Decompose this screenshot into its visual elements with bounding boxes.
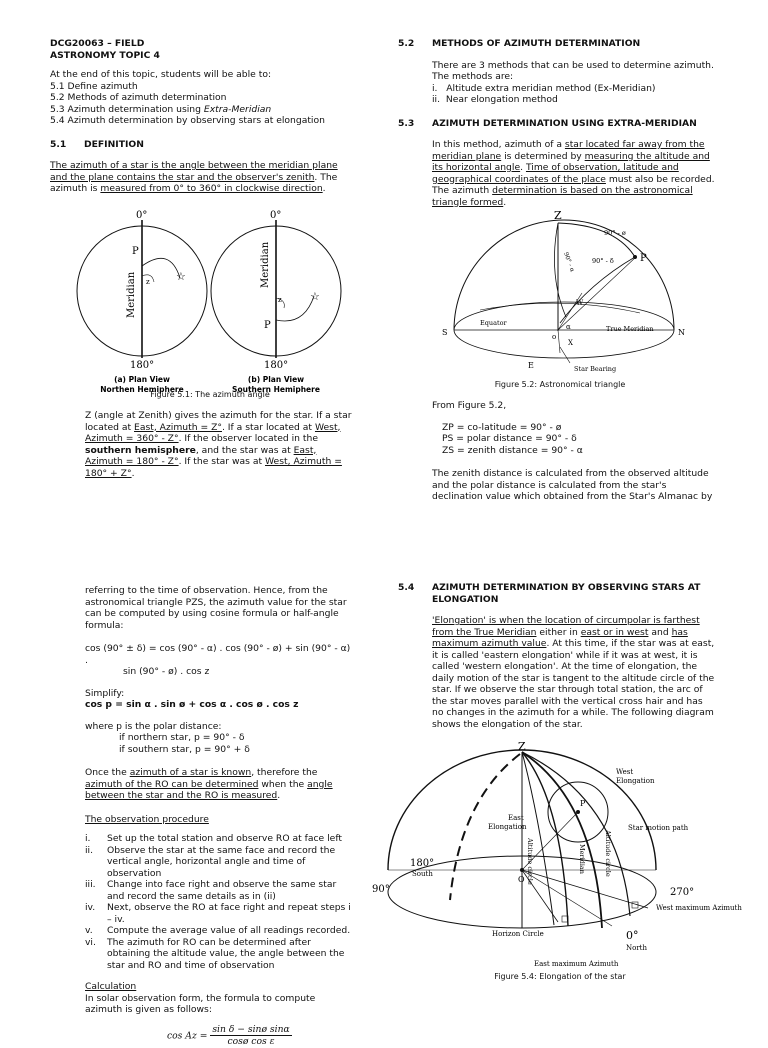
fig54-90-label: 90° xyxy=(372,884,390,895)
fig51a-caption-2: Northen Hemiphere xyxy=(100,385,184,394)
fig52-alpha-label: α xyxy=(566,323,571,331)
fig54-180-label: 180° xyxy=(410,858,435,869)
ps-formula: PS = polar distance = 90° - δ xyxy=(442,433,577,444)
fig52-south-label: S xyxy=(442,328,448,337)
simplify-label: Simplify: xyxy=(85,687,125,699)
calculation-body: In solar observation form, the formula to compute azimuth is given as follows: xyxy=(85,992,316,1015)
fig54-north-label: North xyxy=(626,944,648,952)
outcome-3: 5.3 Azimuth determination using Extra-Meridian xyxy=(50,103,272,115)
zs-formula: ZS = zenith distance = 90° - α xyxy=(442,444,583,456)
fig52-zenith-label: Z xyxy=(554,209,562,222)
fig54-east-max-label: East maximum Azimuth xyxy=(534,960,619,968)
fig51a-caption-1: (a) Plan View xyxy=(114,375,170,384)
procedure-step: i. Set up the total station and observe RO at face left xyxy=(85,833,342,844)
fig51b-pole-label: P xyxy=(264,320,271,331)
fig52-x-label: X xyxy=(568,339,573,347)
astronomical-triangle-diagram xyxy=(440,205,690,375)
section-5-1-heading: 5.1 DEFINITION xyxy=(50,138,144,150)
section-5-4-heading: 5.4 AZIMUTH DETERMINATION BY OBSERVING STARS AT xyxy=(398,582,701,593)
procedure-step: iii. Change into face right and observe the same star and record the same details as in (ii) xyxy=(85,879,337,902)
fig51b-caption-2: Southern Hemiphere xyxy=(232,385,320,394)
figure-5-2 xyxy=(440,205,690,375)
fig54-origin-label: O xyxy=(518,875,525,884)
fig54-west-elongation-2: Elongation xyxy=(616,777,655,785)
procedure-title: The observation procedure xyxy=(85,813,209,825)
fig52-pole-label: P xyxy=(640,253,647,264)
outcome-2: 5.2 Methods of azimuth determination xyxy=(50,92,227,103)
outcome-1: 5.1 Define azimuth xyxy=(50,80,138,92)
fig51b-z-label: z xyxy=(278,296,282,304)
fig54-west-elongation-1: West xyxy=(616,768,634,776)
northern-star-formula: if northern star, p = 90° - δ xyxy=(119,732,245,743)
zp-formula: ZP = co-latitude = 90° - ø xyxy=(442,421,562,433)
fig51a-bottom-label: 180° xyxy=(130,360,155,371)
section-5-4-heading-line-2: ELONGATION xyxy=(432,593,499,605)
fig54-east-elongation-1: East xyxy=(508,814,524,822)
procedure-step: vi. The azimuth for RO can be determined after obtaining the altitude value, the angle between the star and RO and time of observation xyxy=(85,936,345,971)
fig52-equator-label: Equator xyxy=(480,319,507,327)
course-code: DCG20063 – FIELD xyxy=(50,38,145,49)
section-5-2-heading: 5.2 METHODS OF AZIMUTH DETERMINATION xyxy=(398,38,641,49)
fig52-polar-distance-label: 90° - δ xyxy=(592,257,614,265)
right-column-top xyxy=(398,38,716,208)
fig51a-meridian-label: Meridian xyxy=(126,271,137,318)
star-elongation-diagram xyxy=(372,740,742,970)
svg-text:☆: ☆ xyxy=(176,270,186,283)
fig51b-bottom-label: 180° xyxy=(264,360,289,371)
figure-5-1 xyxy=(70,208,350,403)
fig54-altitude-circle-1: Altitude circle xyxy=(526,838,534,885)
fig54-east-elongation-2: Elongation xyxy=(488,823,527,831)
fig51b-caption-1: (b) Plan View xyxy=(247,375,305,384)
fig54-south-label: South xyxy=(412,870,433,878)
right-column-bottom xyxy=(398,582,716,730)
procedure-steps xyxy=(85,833,355,971)
fig54-270-label: 270° xyxy=(670,887,695,898)
cosine-formula-line-2: sin (90° - ø) . cos z xyxy=(123,666,210,677)
once-azimuth-paragraph: Once the azimuth of a star is known, therefore the azimuth of the RO can be determined when the angle between the star and the RO is measured. xyxy=(85,767,333,801)
left-column-top xyxy=(50,38,350,195)
procedure-step: iv. Next, observe the RO at face right and repeat steps i – iv. xyxy=(85,902,351,925)
simplified-formula: cos p = sin α . sin ø + cos α . cos ø . cos z xyxy=(85,699,299,710)
fig54-meridian-label: Meridian xyxy=(578,844,586,874)
triangle-formulas xyxy=(432,400,716,503)
fig54-0-label: 0° xyxy=(626,929,639,942)
left-column-bottom xyxy=(85,585,355,1048)
fig52-origin-label: o xyxy=(552,333,557,341)
svg-text:☆: ☆ xyxy=(310,290,320,303)
fig51b-top-label: 0° xyxy=(270,210,282,221)
zenith-distance-paragraph: The zenith distance is calculated from the observed altitude and the polar distance is calculated from the star's declination value which obtained from the Star's Almanac by xyxy=(432,468,713,502)
figure-5-4 xyxy=(372,740,742,970)
continuation-paragraph: referring to the time of observation. Hence, from the astronomical triangle PZS, the azimuth value for the star can be computed by using cosine formula or half-angle formula: xyxy=(85,585,347,631)
zenith-azimuth-paragraph: Z (angle at Zenith) gives the azimuth for the star. If a star located at East, Azimuth = Z°. If a star located at West, Azimuth = 360° - Z°. If the observer located in the southern hemisphere, and the star was at East, Azimuth = 180° - Z°. If the star was at West, Azimuth = 180° + Z°. xyxy=(85,410,352,479)
fig52-west-label: W xyxy=(576,299,584,307)
from-figure-text: From Figure 5.2, xyxy=(432,400,507,411)
extra-meridian-paragraph: In this method, azimuth of a star located far away from the meridian plane is determined by measuring the altitude and its horizontal angle. Time of observation, latitude and geographical coordinates of the place must also be recorded. The azimuth determination is based on the astronomical triangle formed. xyxy=(432,139,715,208)
azimuth-plan-view-diagram xyxy=(70,208,350,403)
topic-title: ASTRONOMY TOPIC 4 xyxy=(50,49,160,61)
outcome-4: 5.4 Azimuth determination by observing stars at elongation xyxy=(50,115,325,126)
procedure-step: ii. Observe the star at the same face and record the vertical angle, horizontal angle and time of observation xyxy=(85,844,336,879)
elongation-paragraph: 'Elongation' is when the location of circumpolar is farthest from the True Meridian either in east or in west and has maximum azimuth value. At this time, if the star was at east, it is called 'eastern elongation' while if it was at west, it is called 'western elongation'. At the time of elongation, the daily motion of the star is tangent to the altitude circle of the star. If we observe the star through total station, the arc of the star moves parallel with the vertical cross hair and has no changes in the azimuth for a while. The following diagram shows the elongation of the star. xyxy=(432,615,715,730)
fig54-horizon-label: Horizon Circle xyxy=(492,930,544,938)
fig54-west-max-label: West maximum Azimuth xyxy=(656,904,742,912)
fig52-north-label: N xyxy=(678,328,685,337)
intro-text: At the end of this topic, students will be able to: xyxy=(50,69,272,80)
calculation-title: Calculation xyxy=(85,981,137,992)
where-text: where p is the polar distance: xyxy=(85,720,222,732)
fig54-pole-label: P xyxy=(580,799,586,808)
cosine-formula-line-1: cos (90° ± δ) = cos (90° - α) . cos (90° - ø) + sin (90° - α) . xyxy=(85,643,351,666)
fig51a-pole-label: P xyxy=(132,246,139,257)
fig52-east-label: E xyxy=(528,361,534,370)
fig51b-meridian-label: Meridian xyxy=(260,241,271,288)
figure-5-2-caption: Figure 5.2: Astronomical triangle xyxy=(494,380,626,389)
southern-star-formula: if southern star, p = 90° + δ xyxy=(119,743,250,755)
fig54-star-path-label: Star motion path xyxy=(628,824,689,832)
azimuth-formula: cos Az = $\frac{\text{sin δ − sinø sinα}}{\text{cosø cos ε}}$ xyxy=(167,1023,290,1047)
section-5-3-heading: 5.3 AZIMUTH DETERMINATION USING EXTRA-MERIDIAN xyxy=(398,117,697,129)
fig51a-z-label: z xyxy=(146,278,150,286)
fig51a-top-label: 0° xyxy=(136,210,148,221)
fig54-altitude-circle-2: Altitude circle xyxy=(604,830,612,877)
fig52-zenith-distance-label: 90° - α xyxy=(562,251,576,273)
fig52-colatitude-label: 90° - ø xyxy=(604,229,626,237)
fig54-zenith-label: Z xyxy=(518,740,526,753)
figure-5-1-caption: Figure 5.1: The azimuth angle xyxy=(150,390,270,399)
fig52-true-meridian-label: True Meridian xyxy=(606,325,654,333)
fig52-star-bearing-label: Star Bearing xyxy=(574,365,617,373)
methods-intro: There are 3 methods that can be used to determine azimuth. The methods are: xyxy=(432,59,714,82)
definition-paragraph: The azimuth of a star is the angle between the meridian plane and the plane contains the star and the observer's zenith. The azimuth is measured from 0° to 360° in clockwise direction. xyxy=(50,160,338,194)
method-item-1: i. Altitude extra meridian method (Ex-Meridian) xyxy=(432,82,656,94)
method-item-2: ii. Near elongation method xyxy=(432,94,558,105)
procedure-step: v. Compute the average value of all readings recorded. xyxy=(85,925,351,936)
figure-5-4-caption: Figure 5.4: Elongation of the star xyxy=(494,972,626,981)
